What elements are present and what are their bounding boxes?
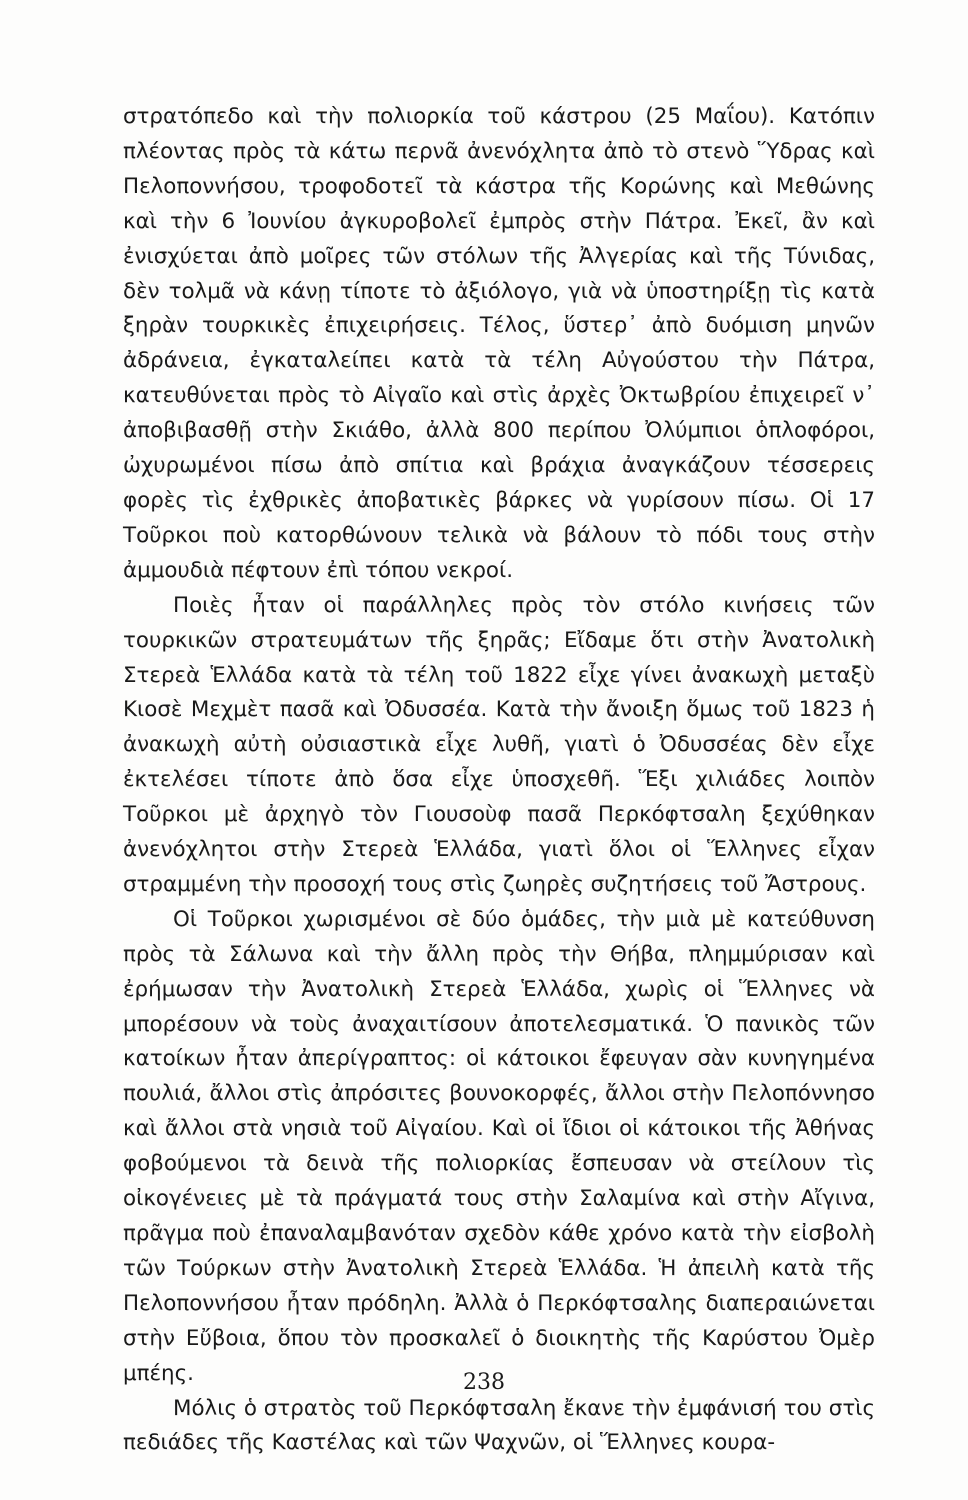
body-text bbox=[123, 100, 875, 1461]
paragraph-2: Ποιὲς ἦταν οἱ παράλληλες πρὸς τὸν στόλο κινήσεις τῶν τουρκικῶν στρατευμάτων τῆς ξηρᾶς; Εἴδαμε ὅτι στὴν Ἀνατολικὴ Στερεὰ Ἑλλάδα κατὰ τὰ τέλη τοῦ 1822 εἶχε γίνει ἀνακωχὴ μεταξὺ Κιοσὲ Μεχμὲτ πασᾶ καὶ Ὀδυσσέα. Κατὰ τὴν ἄνοιξη ὅμως τοῦ 1823 ἡ ἀνακωχὴ αὐτὴ οὐσιαστικὰ εἶχε λυθῆ, γιατὶ ὁ Ὀδυσσέας δὲν εἶχε ἐκτελέσει τίποτε ἀπὸ ὅσα εἶχε ὑποσχεθῆ. Ἕξι χιλιάδες λοιπὸν Τοῦρκοι μὲ ἀρχηγὸ τὸν Γιουσοὺφ πασᾶ Περκόφτσαλη ξεχύθηκαν ἀνενόχλητοι στὴν Στερεὰ Ἑλλάδα, γιατὶ ὅλοι οἱ Ἕλληνες εἶχαν στραμμένη τὴν προσοχή τους στὶς ζωηρὲς συζητήσεις τοῦ Ἄστρους. bbox=[123, 592, 875, 897]
paragraph-4: Μόλις ὁ στρατὸς τοῦ Περκόφτσαλη ἔκανε τὴν ἐμφάνισή του στὶς πεδιάδες τῆς Καστέλας καὶ τῶν Ψαχνῶν, οἱ Ἕλληνες κουρα- bbox=[123, 1395, 875, 1456]
page-number: 238 bbox=[463, 1370, 505, 1395]
paragraph-3: Οἱ Τοῦρκοι χωρισμένοι σὲ δύο ὁμάδες, τὴν μιὰ μὲ κατεύθυνση πρὸς τὰ Σάλωνα καὶ τὴν ἄλλη πρὸς τὴν Θήβα, πλημμύρισαν καὶ ἐρήμωσαν τὴν Ἀνατολικὴ Στερεὰ Ἑλλάδα, χωρὶς οἱ Ἕλληνες νὰ μπορέσουν νὰ τοὺς ἀναχαιτίσουν ἀποτελεσματικά. Ὁ πανικὸς τῶν κατοίκων ἦταν ἀπερίγραπτος: οἱ κάτοικοι ἔφευγαν σὰν κυνηγημένα πουλιά, ἄλλοι στὶς ἀπρόσιτες βουνοκορφές, ἄλλοι στὴν Πελοπόννησο καὶ ἄλλοι στὰ νησιὰ τοῦ Αἰγαίου. Καὶ οἱ ἴδιοι οἱ κάτοικοι τῆς Ἀθήνας φοβούμενοι τὰ δεινὰ τῆς πολιορκίας ἔσπευσαν νὰ στείλουν τὶς οἰκογένειες μὲ τὰ πράγματά τους στὴν Σαλαμίνα καὶ στὴν Αἴγινα, πρᾶγμα ποὺ ἐπαναλαμβανόταν σχεδὸν κάθε χρόνο κατὰ τὴν εἰσβολὴ τῶν Τούρκων στὴν Ἀνατολικὴ Στερεὰ Ἑλλάδα. Ἡ ἀπειλὴ κατὰ τῆς Πελοποννήσου ἦταν πρόδηλη. Ἀλλὰ ὁ Περκόφτσαλης διαπεραιώνεται στὴν Εὔβοια, ὅπου τὸν προσκαλεῖ ὁ διοικητὴς τῆς Καρύστου Ὀμὲρ μπέης. bbox=[123, 906, 875, 1386]
paragraph-1: στρατόπεδο καὶ τὴν πολιορκία τοῦ κάστρου (25 Μαΐου). Κατόπιν πλέοντας πρὸς τὰ κάτω περνᾶ ἀνενόχλητα ἀπὸ τὸ στενὸ Ὕδρας καὶ Πελοποννήσου, τροφοδοτεῖ τὰ κάστρα τῆς Κορώνης καὶ Μεθώνης καὶ τὴν 6 Ἰουνίου ἀγκυροβολεῖ ἐμπρὸς στὴν Πάτρα. Ἐκεῖ, ἂν καὶ ἐνισχύεται ἀπὸ μοῖρες τῶν στόλων τῆς Ἀλγερίας καὶ τῆς Τύνιδας, δὲν τολμᾶ νὰ κάνῃ τίποτε τὸ ἀξιόλογο, γιὰ νὰ ὑποστηρίξῃ τὶς κατὰ ξηρὰν τουρκικὲς ἐπιχειρήσεις. Τέλος, ὕστερ᾽ ἀπὸ δυόμιση μηνῶν ἀδράνεια, ἐγκαταλείπει κατὰ τὰ τέλη Αὐγούστου τὴν Πάτρα, κατευθύνεται πρὸς τὸ Αἰγαῖο καὶ στὶς ἀρχὲς Ὀκτωβρίου ἐπιχειρεῖ ν᾽ ἀποβιβασθῇ στὴν Σκιάθο, ἀλλὰ 800 περίπου Ὀλύμπιοι ὁπλοφόροι, ὠχυρωμένοι πίσω ἀπὸ σπίτια καὶ βράχια ἀναγκάζουν τέσσερεις φορὲς τὶς ἐχθρικὲς ἀποβατικὲς βάρκες νὰ γυρίσουν πίσω. Οἱ 17 Τοῦρκοι ποὺ κατορθώνουν τελικὰ νὰ βάλουν τὸ πόδι τους στὴν ἀμμουδιὰ πέφτουν ἐπὶ τόπου νεκροί. bbox=[123, 104, 875, 583]
